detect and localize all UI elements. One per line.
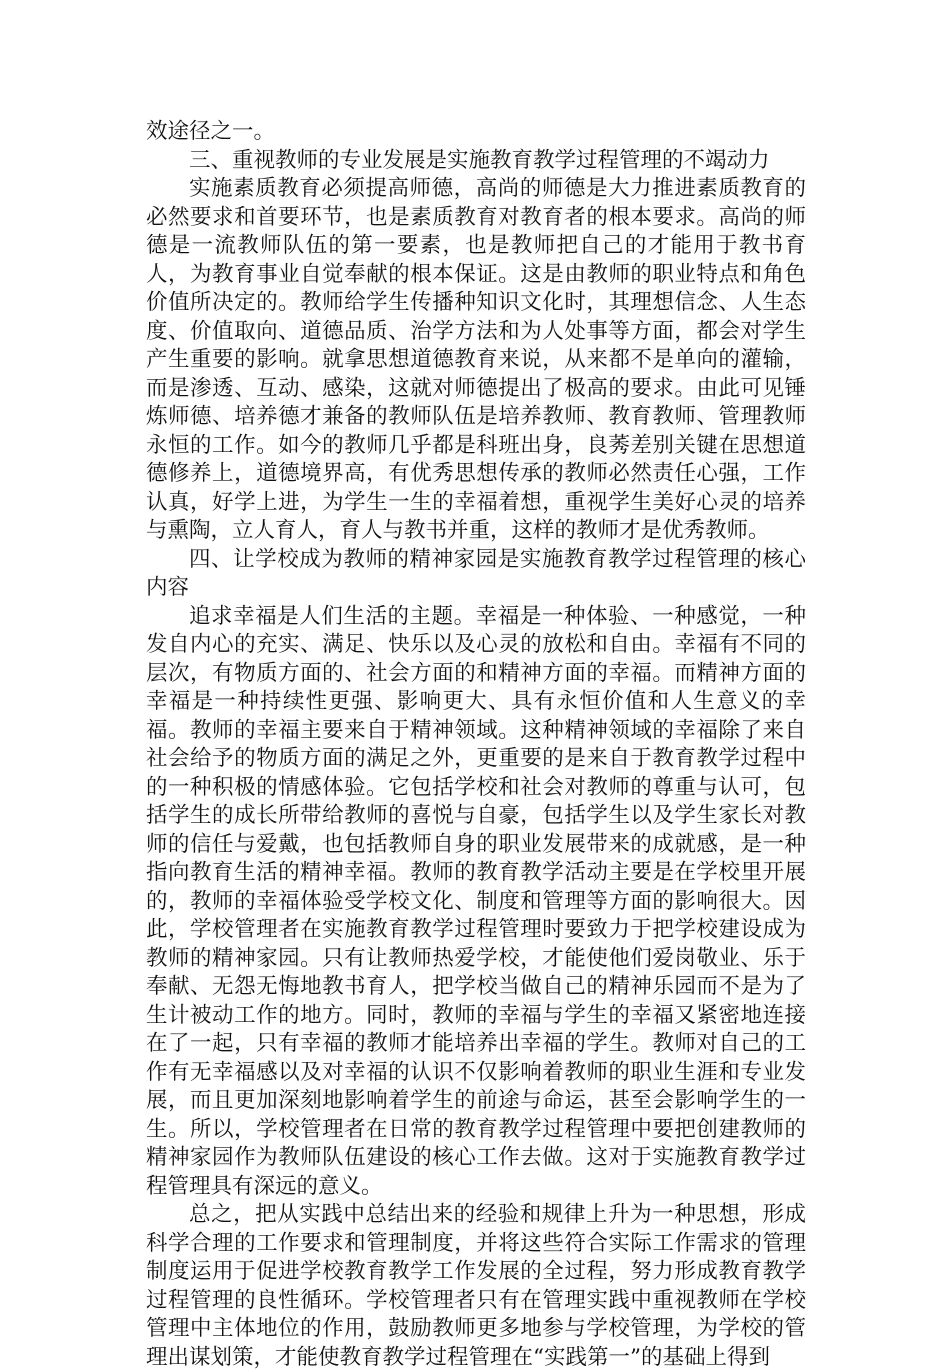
document-body — [146, 118, 806, 1372]
paragraph-teacher-happiness: 追求幸福是人们生活的主题。幸福是一种体验、一种感觉，一种发自内心的充实、满足、快乐以及心灵的放松和自由。幸福有不同的层次，有物质方面的、社会方面的和精神方面的幸福。而精神方面的幸福是一种持续性更强、影响更大、具有永恒价值和人生意义的幸福。教师的幸福主要来自于精神领域。这种精神领域的幸福除了来自社会给予的物质方面的满足之外，更重要的是来自于教育教学过程中的一种积极的情感体验。它包括学校和社会对教师的尊重与认可，包括学生的成长所带给教师的喜悦与自豪，包括学生以及学生家长对教师的信任与爱戴，也包括教师自身的职业发展带来的成就感，是一种指向教育生活的精神幸福。教师的教育教学活动主要是在学校里开展的，教师的幸福体验受学校文化、制度和管理等方面的影响很大。因此，学校管理者在实施教育教学过程管理时要致力于把学校建设成为教师的精神家园。只有让教师热爱学校，才能使他们爱岗敬业、乐于奉献、无怨无悔地教书育人，把学校当做自己的精神乐园而不是为了生计被动工作的地方。同时，教师的幸福与学生的幸福又紧密地连接在了一起，只有幸福的教师才能培养出幸福的学生。教师对自己的工作有无幸福感以及对幸福的认识不仅影响着教师的职业生涯和专业发展，而且更加深刻地影响着学生的前途与命运，甚至会影响学生的一生。所以，学校管理者在日常的教育教学过程管理中要把创建教师的精神家园作为教师队伍建设的核心工作去做。这对于实施教育教学过程管理具有深远的意义。 — [146, 603, 806, 1199]
section-heading-3: 三、重视教师的专业发展是实施教育教学过程管理的不竭动力 — [189, 147, 770, 173]
paragraph-teacher-ethics: 实施素质教育必须提高师德，高尚的师德是大力推进素质教育的必然要求和首要环节，也是素质教育对教育者的根本要求。高尚的师德是一流教师队伍的第一要素，也是教师把自己的才能用于教书育人，为教育事业自觉奉献的根本保证。这是由教师的职业特点和角色价值所决定的。教师给学生传播种知识文化时，其理想信念、人生态度、价值取向、道德品质、治学方法和为人处事等方面，都会对学生产生重要的影响。就拿思想道德教育来说，从来都不是单向的灌输，而是渗透、互动、感染，这就对师德提出了极高的要求。由此可见锤炼师德、培养德才兼备的教师队伍是培养教师、教育教师、管理教师永恒的工作。如今的教师几乎都是科班出身，良莠差别关键在思想道德修养上，道德境界高，有优秀思想传承的教师必然责任心强，工作认真，好学上进，为学生一生的幸福着想，重视学生美好心灵的培养与熏陶，立人育人，育人与教书并重，这样的教师才是优秀教师。 — [146, 176, 806, 543]
paragraph-continuation: 效途径之一。 — [146, 119, 276, 144]
paragraph-conclusion: 总之，把从实践中总结出来的经验和规律上升为一种思想，形成科学合理的工作要求和管理制度，并将这些符合实际工作需求的管理制度运用于促进学校教育教学工作发展的全过程，努力形成教育教学过程管理的良性循环。学校管理者只有在管理实践中重视教师在学校管理中主体地位的作用，鼓励教师更多地参与学校管理，为学校的管理出谋划策，才能使教育教学过程管理在“实践第一”的基础上得到 — [146, 1202, 806, 1370]
section-heading-4: 四、让学校成为教师的精神家园是实施教育教学过程管理的核心内容 — [146, 546, 806, 600]
